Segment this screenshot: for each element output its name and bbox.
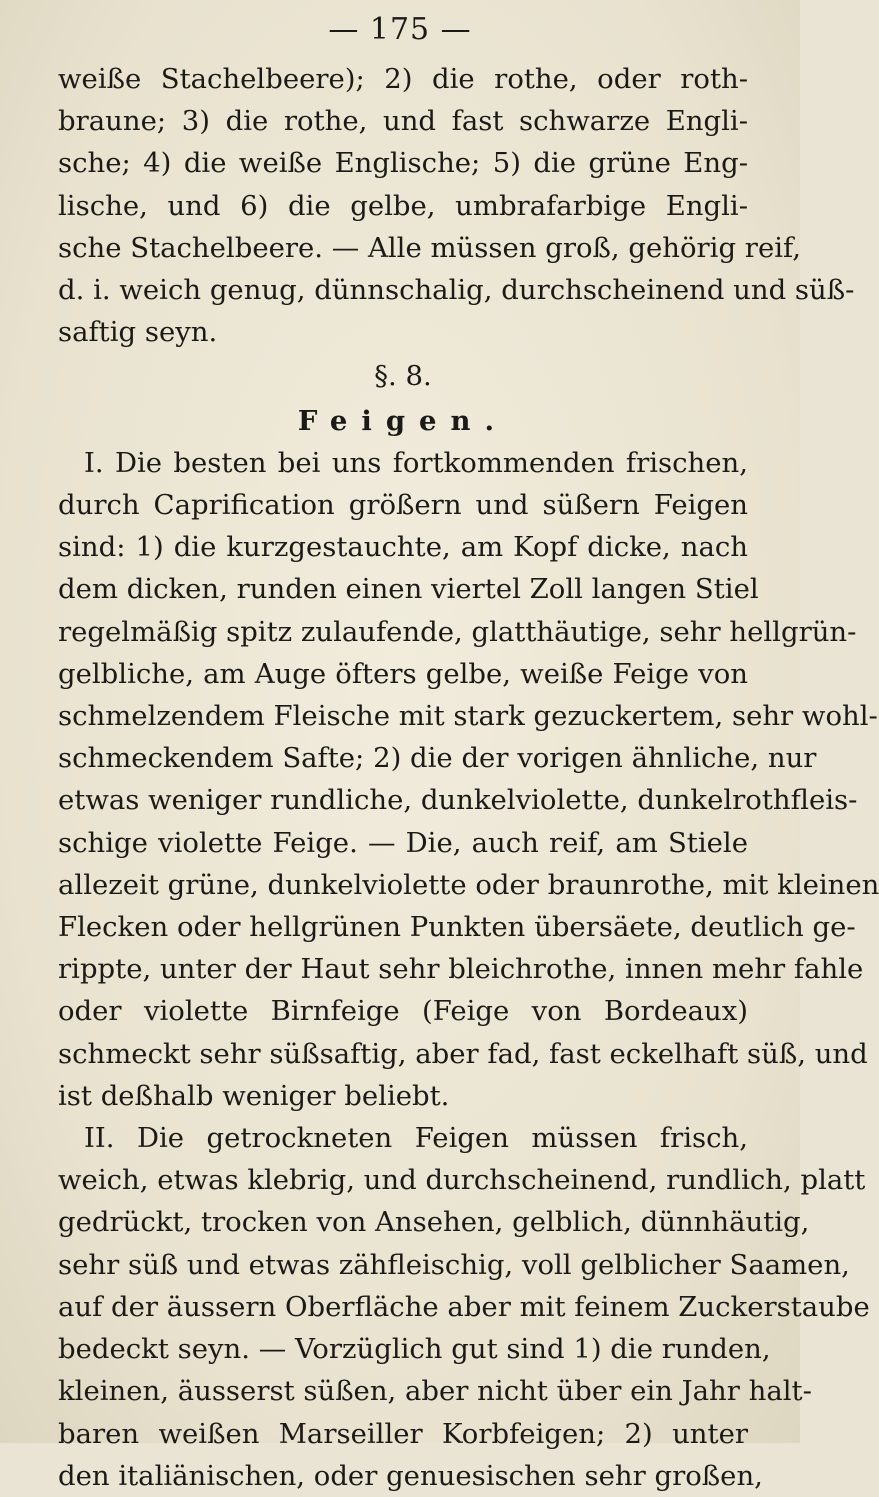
text-line: schige violette Feige. — Die, auch reif, am Stiele: [58, 826, 748, 859]
text-line: allezeit grüne, dunkelviolette oder braunrothe, mit kleinen: [58, 868, 879, 901]
text-line: gelbliche, am Auge öfters gelbe, weiße Feige von: [58, 657, 748, 690]
section-title: Feigen.: [297, 404, 509, 437]
text-line: I. Die besten bei uns fortkommenden frischen,: [84, 446, 748, 479]
text-line: schmeckt sehr süßsaftig, aber fad, fast eckelhaft süß, und: [58, 1037, 868, 1070]
text-line: sehr süß und etwas zähfleischig, voll gelblicher Saamen,: [58, 1248, 850, 1281]
text-line: kleinen, äusserst süßen, aber nicht über ein Jahr halt-: [58, 1375, 812, 1408]
text-line: dem dicken, runden einen viertel Zoll langen Stiel: [58, 573, 759, 606]
text-line: II. Die getrockneten Feigen müssen frisch,: [84, 1122, 748, 1155]
text-line: braune; 3) die rothe, und fast schwarze Engli-: [58, 105, 748, 138]
text-line: sche Stachelbeere. — Alle müssen groß, gehörig reif,: [58, 231, 801, 264]
text-line: regelmäßig spitz zulaufende, glatthäutige, sehr hellgrün-: [58, 615, 857, 648]
text-line: auf der äussern Oberfläche aber mit feinem Zuckerstaube: [58, 1290, 870, 1323]
text-line: rippte, unter der Haut sehr bleichrothe, innen mehr fahle: [58, 953, 864, 986]
text-line: ist deßhalb weniger beliebt.: [58, 1079, 450, 1112]
text-line: gedrückt, trocken von Ansehen, gelblich, dünnhäutig,: [58, 1206, 810, 1239]
text-line: schmeckendem Safte; 2) die der vorigen ähnliche, nur: [58, 742, 817, 775]
page-number: — 175 —: [328, 12, 472, 47]
text-line: baren weißen Marseiller Korbfeigen; 2) unter: [58, 1417, 748, 1450]
paragraph-3: [58, 1117, 870, 1497]
paragraph-2: [58, 442, 879, 1117]
text-line: etwas weniger rundliche, dunkelviolette, dunkelrothfleis-: [58, 784, 858, 817]
text-line: Flecken oder hellgrünen Punkten übersäete, deutlich ge-: [58, 911, 856, 944]
text-line: lische, und 6) die gelbe, umbrafarbige Engli-: [58, 189, 748, 222]
text-line: schmelzendem Fleische mit stark gezuckertem, sehr wohl-: [58, 700, 878, 733]
text-line: weich, etwas klebrig, und durchscheinend, rundlich, platt: [58, 1164, 866, 1197]
body-text: [58, 58, 879, 1497]
section-number: §. 8.: [374, 360, 432, 393]
text-line: bedeckt seyn. — Vorzüglich gut sind 1) die runden,: [58, 1333, 771, 1366]
text-line: d. i. weich genug, dünnschalig, durchscheinend und süß-: [58, 274, 855, 307]
text-line: sind: 1) die kurzgestauchte, am Kopf dicke, nach: [58, 531, 748, 564]
text-line: saftig seyn.: [58, 316, 218, 349]
text-line: durch Caprification größern und süßern Feigen: [58, 489, 748, 522]
text-line: sche; 4) die weiße Englische; 5) die grüne Eng-: [58, 147, 748, 180]
text-line: weiße Stachelbeere); 2) die rothe, oder roth-: [58, 63, 748, 95]
text-line: oder violette Birnfeige (Feige von Bordeaux): [58, 995, 748, 1028]
paragraph-1: [58, 58, 855, 353]
text-line: den italiänischen, oder genuesischen sehr großen,: [58, 1459, 763, 1492]
